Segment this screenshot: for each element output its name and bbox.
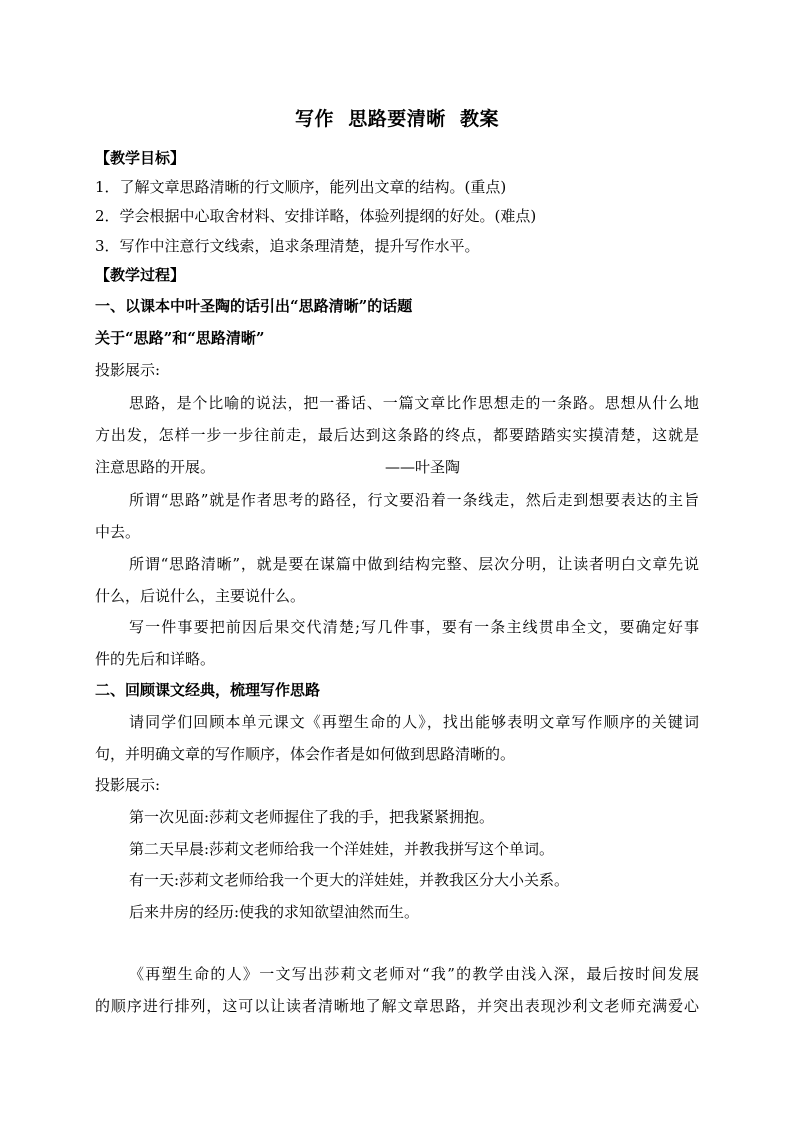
paragraph-line: 请同学们回顾本单元课文《再塑生命的人》，找出能够表明文章写作顺序的关键词 (129, 713, 699, 731)
paragraph-line: 件的先后和详略。 (95, 650, 216, 668)
list-item: 后来井房的经历:使我的求知欲望油然而生。 (129, 903, 420, 921)
objectives-heading: 【教学目标】 (95, 149, 186, 167)
list-item: 有一天:莎莉文老师给我一个更大的洋娃娃，并教我区分大小关系。 (129, 871, 570, 889)
paragraph-line: 什么，后说什么，主要说什么。 (95, 587, 306, 605)
paragraph-line: 《再塑生命的人》一文写出莎莉文老师对“我”的教学由浅入深，最后按时间发展 (129, 965, 699, 983)
objective-item-2: 2．学会根据中心取舍材料、安排详略，体验列提纲的好处。(难点) (95, 207, 537, 225)
projection-label: 投影展示: (95, 361, 161, 379)
list-item: 第二天早晨:莎莉文老师给我一个洋娃娃，并教我拼写这个单词。 (129, 840, 555, 858)
objective-item-3: 3．写作中注意行文线索，追求条理清楚，提升写作水平。 (95, 237, 480, 255)
section1-subheading: 关于“思路”和“思路清晰” (95, 329, 265, 347)
paragraph-line: 的顺序进行排列，这可以让读者清晰地了解文章思路，并突出表现沙利文老师充满爱心 (95, 997, 699, 1015)
page-title: 写作 思路要清晰 教案 (295, 108, 499, 130)
list-item: 第一次见面:莎莉文老师握住了我的手，把我紧紧拥抱。 (129, 808, 495, 826)
projection-label: 投影展示: (95, 776, 161, 794)
quote-last-line (95, 454, 699, 480)
section1-heading: 一、以课本中叶圣陶的话引出“思路清晰”的话题 (95, 297, 413, 315)
paragraph-line: 写一件事要把前因后果交代清楚;写几件事，要有一条主线贯串全文，要确定好事 (129, 618, 699, 636)
paragraph-line: 中去。 (95, 523, 141, 541)
quote-line: 方出发，怎样一步一步往前走，最后达到这条路的终点，都要踏踏实实摸清楚，这就是 (95, 426, 699, 444)
quote-attribution: ——叶圣陶 (385, 458, 461, 476)
paragraph-line: 句，并明确文章的写作顺序，体会作者是如何做到思路清晰的。 (95, 745, 516, 763)
quote-line: 思路，是个比喻的说法，把一番话、一篇文章比作思想走的一条路。思想从什么地 (129, 394, 699, 412)
process-heading: 【教学过程】 (95, 266, 186, 284)
objective-item-1: 1．了解文章思路清晰的行文顺序，能列出文章的结构。(重点) (95, 178, 507, 196)
paragraph-line: 所谓“思路”就是作者思考的路径，行文要沿着一条线走，然后走到想要表达的主旨 (129, 491, 699, 509)
section2-heading: 二、回顾课文经典，梳理写作思路 (95, 681, 321, 699)
quote-text: 注意思路的开展。 (95, 458, 216, 476)
paragraph-line: 所谓“思路清晰”，就是要在谋篇中做到结构完整、层次分明，让读者明白文章先说 (129, 555, 699, 573)
